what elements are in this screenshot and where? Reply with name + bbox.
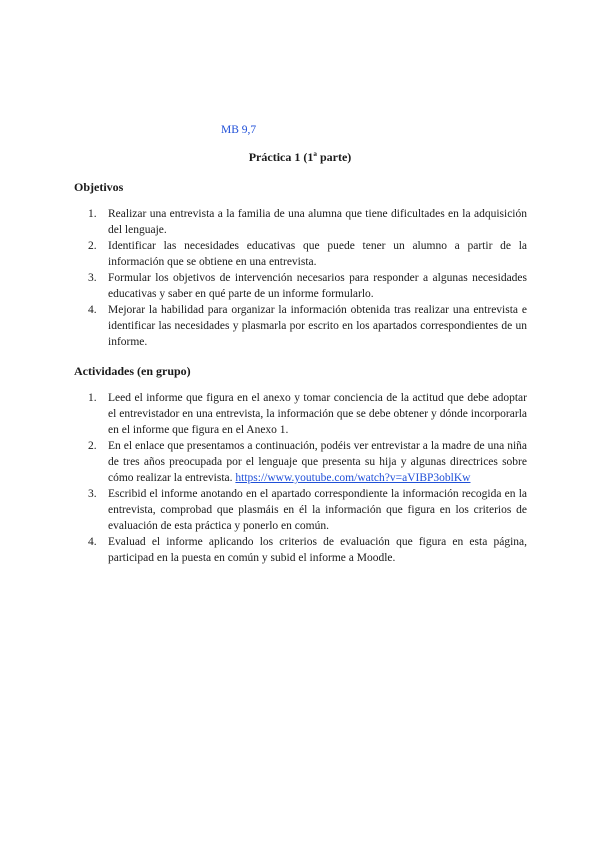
list-item — [74, 390, 527, 438]
activities-heading: Actividades (en grupo) — [74, 364, 191, 378]
list-item — [74, 302, 527, 350]
list-number: 3. — [88, 272, 97, 284]
list-item — [74, 534, 527, 566]
list-number: 4. — [88, 536, 97, 548]
activities-list — [74, 390, 527, 566]
list-number: 2. — [88, 440, 97, 452]
list-item — [74, 238, 527, 270]
list-number: 3. — [88, 488, 97, 500]
list-number: 1. — [88, 208, 97, 220]
list-item-text: Realizar una entrevista a la familia de una alumna que tiene dificultades en la adquisición del lenguaje. — [108, 208, 527, 236]
list-item — [74, 206, 527, 238]
list-item-text: Leed el informe que figura en el anexo y tomar conciencia de la actitud que debe adoptar el entrevistador en una entrevista, la información que se debe obtener y dónde incorporarla en el informe que figura en el Anexo 1. — [108, 392, 527, 436]
page-title: Práctica 1 (1ª parte) — [248, 150, 352, 164]
list-item-text: En el enlace que presentamos a continuación, podéis ver entrevistar a la madre de una niña de tres años preocupada por el lenguaje que presenta su hija y algunas directrices sobre cómo realizar la entrevista. — [108, 440, 527, 484]
list-item-text: Mejorar la habilidad para organizar la información obtenida tras realizar una entrevista e identificar las necesidades y plasmarla por escrito en los apartados correspondientes de un informe. — [108, 304, 527, 348]
list-item — [74, 486, 527, 534]
list-item-text: Evaluad el informe aplicando los criterios de evaluación que figura en esta página, participad en la puesta en común y subid el informe a Moodle. — [108, 536, 527, 564]
list-item-text: Identificar las necesidades educativas que puede tener un alumno a partir de la información que se obtiene en una entrevista. — [108, 240, 527, 268]
list-item-text: Escribid el informe anotando en el apartado correspondiente la información recogida en la entrevista, comprobad que plasmáis en él la información que figura en los criterios de evaluación de esta práctica y ponerlo en común. — [108, 488, 527, 532]
list-item — [74, 438, 527, 486]
objectives-list — [74, 206, 527, 350]
list-number: 4. — [88, 304, 97, 316]
youtube-link[interactable]: https://www.youtube.com/watch?v=aVIBP3oblKw — [235, 472, 471, 484]
objectives-heading: Objetivos — [74, 180, 124, 194]
grade-note: MB 9,7 — [221, 124, 257, 136]
list-item — [74, 270, 527, 302]
list-number: 2. — [88, 240, 97, 252]
list-item-text: Formular los objetivos de intervención necesarios para responder a algunas necesidades educativas y saber en qué parte de un informe formularlo. — [108, 272, 527, 300]
list-number: 1. — [88, 392, 97, 404]
